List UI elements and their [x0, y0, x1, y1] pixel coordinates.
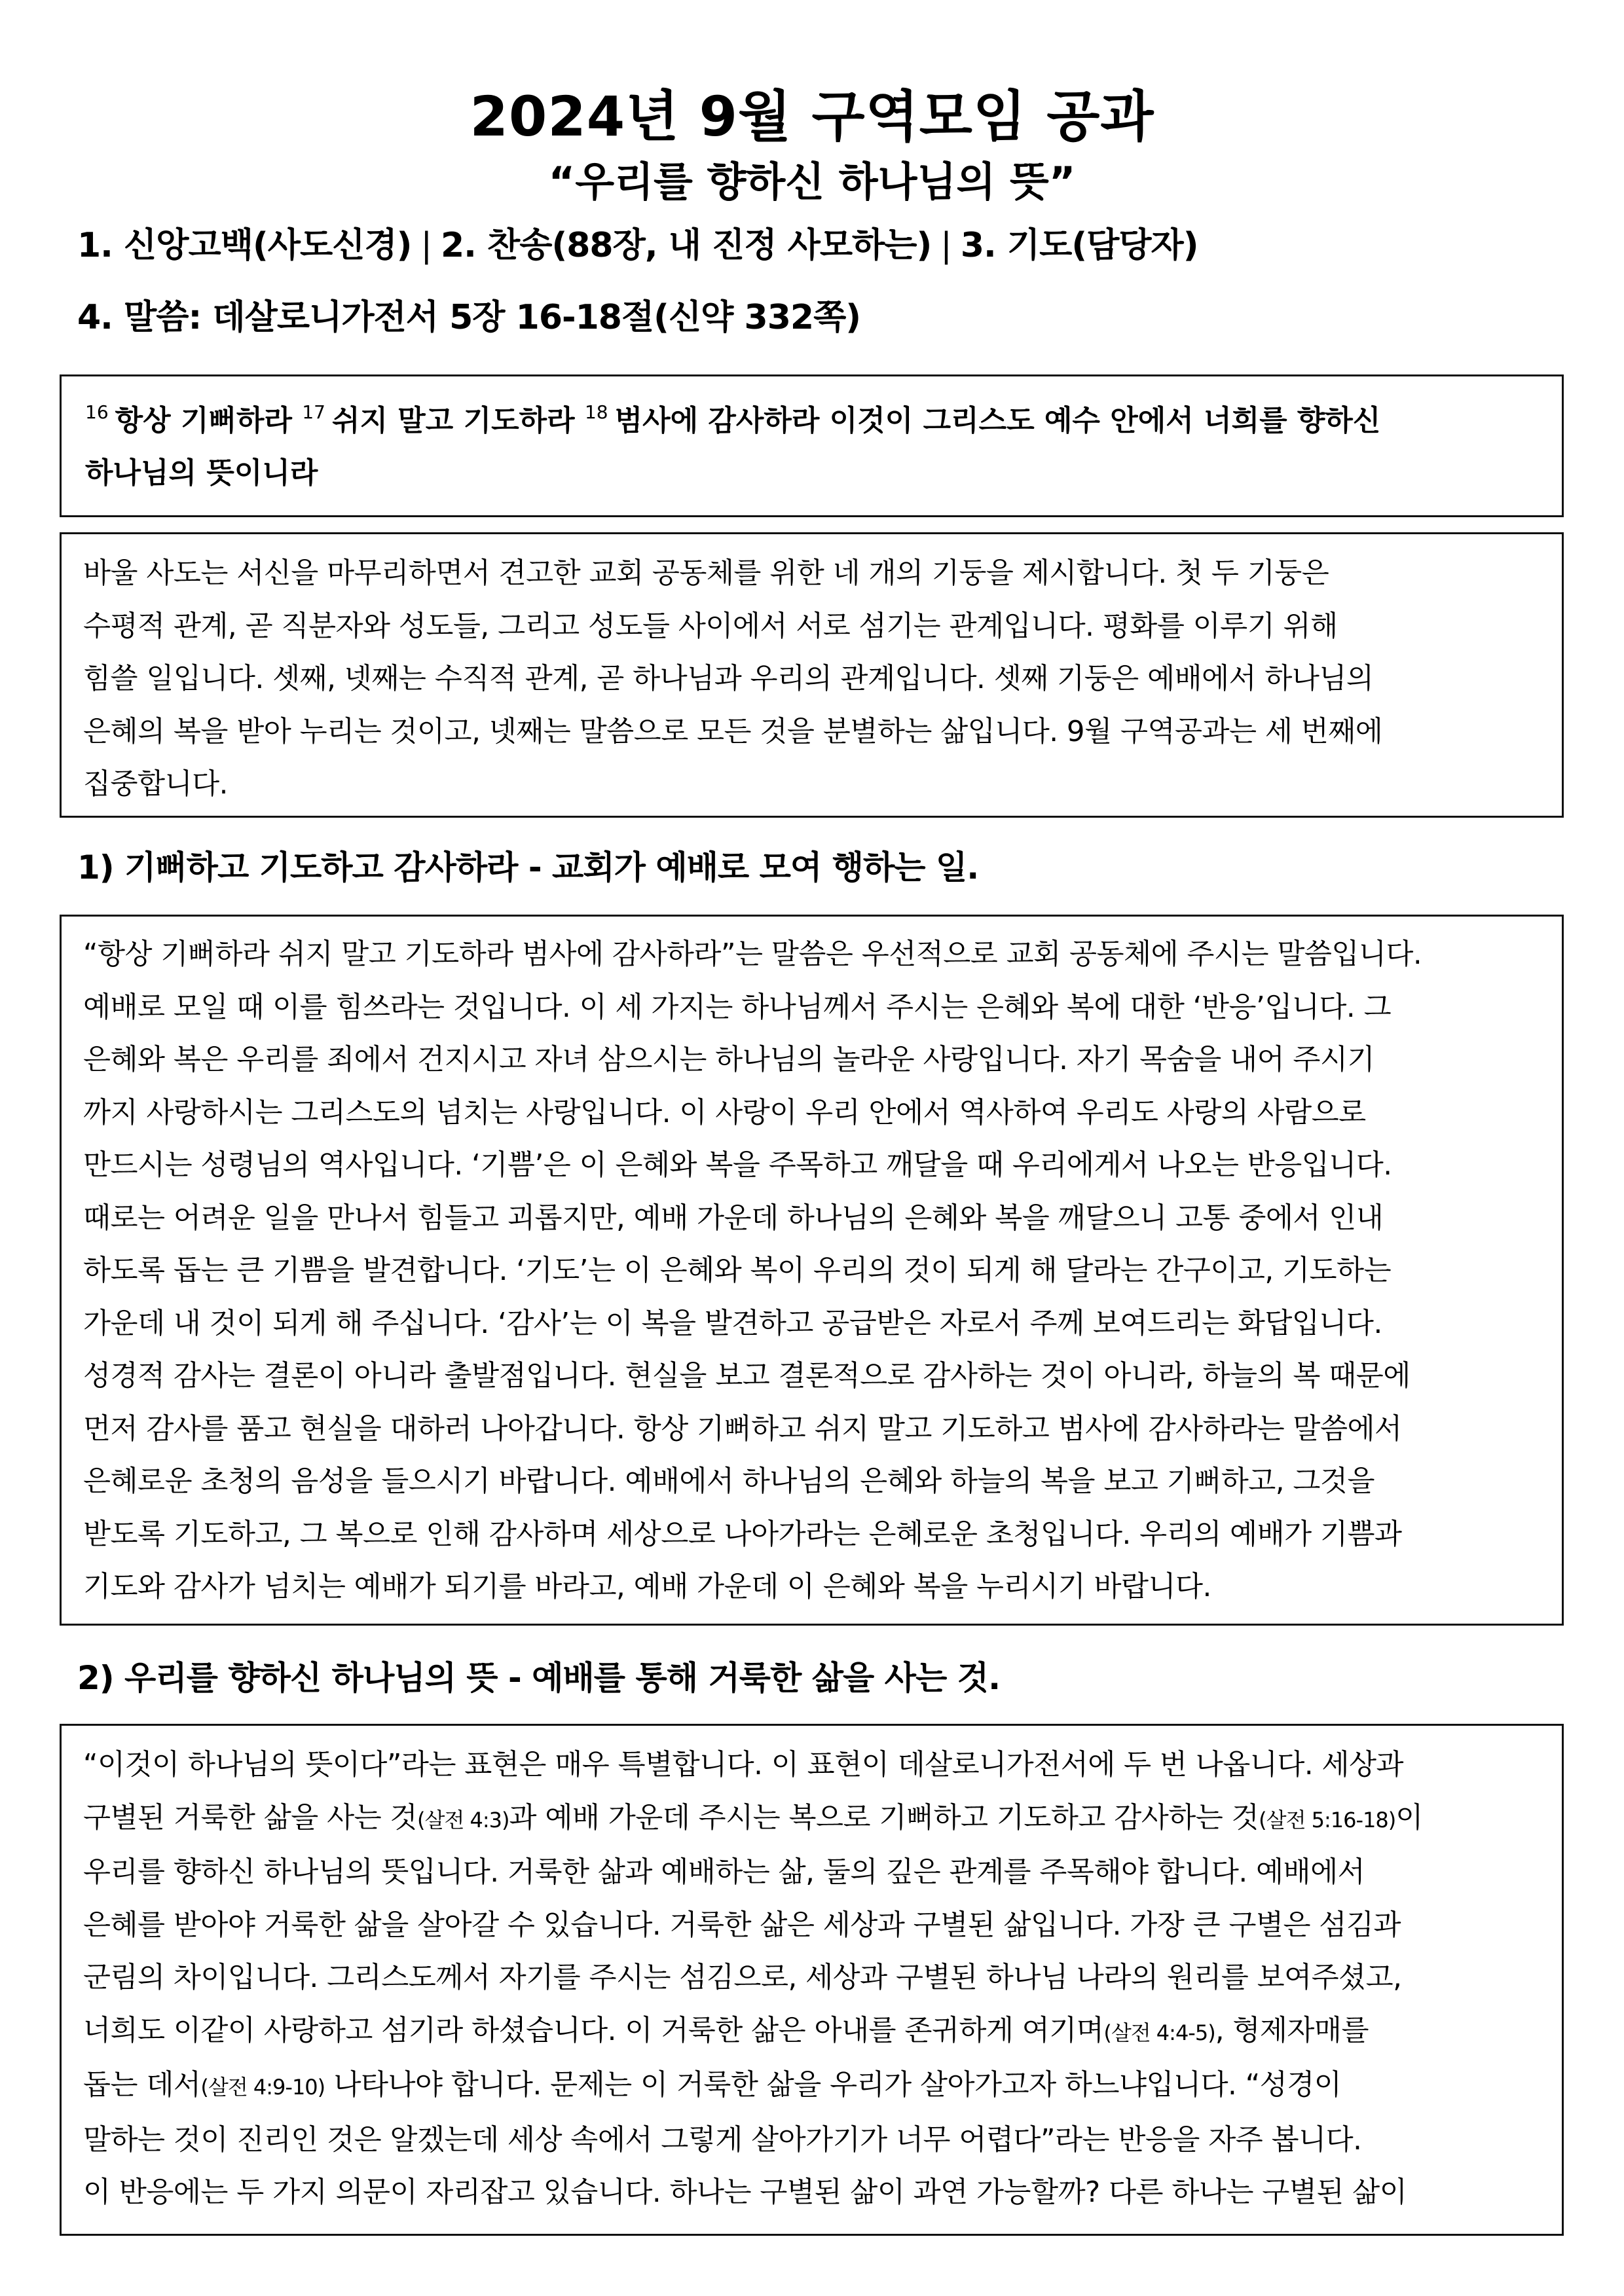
text-span: 돕는 데서: [83, 2069, 201, 2102]
order-separator: |: [420, 226, 432, 265]
intro-box: [60, 532, 1564, 818]
text-line: 은혜로운 초청의 음성을 들으시기 바랍니다. 예배에서 하나님의 은혜와 하늘의 복을 보고 기뻐하고, 그것을: [83, 1465, 1375, 1498]
order-item-creed: 1. 신앙고백(사도신경): [77, 226, 412, 265]
bible-reference: (살전 4:3): [417, 1807, 509, 1832]
verse-number: 17: [302, 401, 325, 423]
text-line: 이 반응에는 두 가지 의문이 자리잡고 있습니다. 하나는 구별된 삶이 과연 가능할까? 다른 하나는 구별된 삶이: [83, 2176, 1407, 2209]
verse-number: 16: [85, 401, 109, 423]
text-line: 예배로 모일 때 이를 힘쓰라는 것입니다. 이 세 가지는 하나님께서 주시는 은혜와 복에 대한 ‘반응’입니다. 그: [83, 991, 1392, 1024]
scripture-verse-text: [85, 395, 1538, 500]
text-line: “이것이 하나님의 뜻이다”라는 표현은 매우 특별합니다. 이 표현이 데살로니가전서에 두 번 나옵니다. 세상과: [83, 1749, 1404, 1781]
bible-reference: (살전 4:9-10): [200, 2075, 325, 2100]
verse-line: [85, 395, 1538, 447]
section-2-box: [60, 1724, 1564, 2236]
text-line: 은혜의 복을 받아 누리는 것이고, 넷째는 말씀으로 모든 것을 분별하는 삶입니다. 9월 구역공과는 세 번째에: [83, 715, 1383, 748]
text-line: 하도록 돕는 큰 기쁨을 발견합니다. ‘기도’는 이 은혜와 복이 우리의 것이 되게 해 달라는 간구이고, 기도하는: [83, 1254, 1392, 1287]
verse-16: 항상 기뻐하라: [115, 404, 292, 437]
text-line: 은혜와 복은 우리를 죄에서 건지시고 자녀 삼으시는 하나님의 놀라운 사랑입니다. 자기 목숨을 내어 주시기: [83, 1044, 1375, 1076]
text-line: “항상 기뻐하라 쉬지 말고 기도하라 범사에 감사하라”는 말씀은 우선적으로 교회 공동체에 주시는 말씀입니다.: [83, 938, 1422, 971]
text-line: 받도록 기도하고, 그 복으로 인해 감사하며 세상으로 나아가라는 은혜로운 초청입니다. 우리의 예배가 기쁨과: [83, 1518, 1402, 1551]
text-span: 과 예배 가운데 주시는 복으로 기뻐하고 기도하고 감사하는 것: [509, 1801, 1259, 1834]
verse-18: 범사에 감사하라 이것이 그리스도 예수 안에서 너희를 향하신: [614, 404, 1381, 437]
worship-order: [77, 219, 1198, 272]
text-line: 까지 사랑하시는 그리스도의 넘치는 사랑입니다. 이 사랑이 우리 안에서 역사하여 우리도 사랑의 사람으로: [83, 1096, 1366, 1129]
text-line: 때로는 어려운 일을 만나서 힘들고 괴롭지만, 예배 가운데 하나님의 은혜와 복을 깨달으니 고통 중에서 인내: [83, 1201, 1384, 1235]
section-1-box: [60, 915, 1564, 1626]
intro-text: [83, 547, 1540, 811]
section-1-heading: 1) 기뻐하고 기도하고 감사하라 - 교회가 예배로 모여 행하는 일.: [77, 848, 979, 886]
text-line: 만드시는 성령님의 역사입니다. ‘기쁨’은 이 은혜와 복을 주목하고 깨달을 때 우리에게서 나오는 반응입니다.: [83, 1149, 1392, 1182]
verse-number: 18: [584, 401, 608, 423]
text-line: 바울 사도는 서신을 마무리하면서 견고한 교회 공동체를 위한 네 개의 기둥을 제시합니다. 첫 두 기둥은: [83, 557, 1329, 590]
order-separator: |: [940, 226, 951, 265]
text-span: 이: [1395, 1801, 1423, 1834]
text-line: 수평적 관계, 곧 직분자와 성도들, 그리고 성도들 사이에서 서로 섬기는 관계입니다. 평화를 이루기 위해: [83, 610, 1338, 643]
scripture-verse-box: [60, 374, 1564, 517]
text-line: [83, 2005, 1540, 2060]
text-span: 너희도 이같이 사랑하고 섬기라 하셨습니다. 이 거룩한 삶은 아내를 존귀하게 여기며: [83, 2014, 1104, 2047]
bible-reference: (살전 5:16-18): [1259, 1807, 1396, 1832]
text-line: 기도와 감사가 넘치는 예배가 되기를 바라고, 예배 가운데 이 은혜와 복을 누리시기 바랍니다.: [83, 1571, 1211, 1603]
text-line: [83, 1792, 1540, 1847]
text-line: 성경적 감사는 결론이 아니라 출발점입니다. 현실을 보고 결론적으로 감사하는 것이 아니라, 하늘의 복 때문에: [83, 1360, 1411, 1393]
text-span: 나타나야 합니다. 문제는 이 거룩한 삶을 우리가 살아가고자 하느냐입니다. “성경이: [325, 2069, 1342, 2102]
section-2-text: [83, 1739, 1540, 2219]
text-line: 힘쓸 일입니다. 셋째, 넷째는 수직적 관계, 곧 하나님과 우리의 관계입니다. 셋째 기둥은 예배에서 하나님의: [83, 663, 1374, 695]
text-line: 가운데 내 것이 되게 해 주십니다. ‘감사’는 이 복을 발견하고 공급받은 자로서 주께 보여드리는 화답입니다.: [83, 1307, 1382, 1340]
text-line: 군림의 차이입니다. 그리스도께서 자기를 주시는 섬김으로, 세상과 구별된 하나님 나라의 원리를 보여주셨고,: [83, 1961, 1402, 1994]
text-line: 먼저 감사를 품고 현실을 대하러 나아갑니다. 항상 기뻐하고 쉬지 말고 기도하고 범사에 감사하라는 말씀에서: [83, 1412, 1402, 1446]
text-span: , 형제자매를: [1215, 2014, 1369, 2047]
order-item-prayer: 3. 기도(담당자): [960, 226, 1198, 265]
text-line: [83, 2059, 1540, 2114]
verse-line: 하나님의 뜻이니라: [85, 456, 318, 490]
order-item-hymn: 2. 찬송(88장, 내 진정 사모하는): [440, 226, 932, 265]
text-line: 집중합니다.: [83, 768, 228, 801]
text-line: 은혜를 받아야 거룩한 삶을 살아갈 수 있습니다. 거룩한 삶은 세상과 구별된 삶입니다. 가장 큰 구별은 섬김과: [83, 1908, 1401, 1942]
text-span: 구별된 거룩한 삶을 사는 것: [83, 1801, 418, 1834]
bible-reference: (살전 4:4-5): [1103, 2020, 1215, 2045]
text-line: 말하는 것이 진리인 것은 알겠는데 세상 속에서 그렇게 살아가기가 너무 어렵다”라는 반응을 자주 봅니다.: [83, 2123, 1362, 2157]
page-title: 2024년 9월 구역모임 공과: [470, 84, 1154, 149]
text-line: 우리를 향하신 하나님의 뜻입니다. 거룩한 삶과 예배하는 삶, 둘의 깊은 관계를 주목해야 합니다. 예배에서: [83, 1856, 1365, 1889]
verse-17: 쉬지 말고 기도하라: [331, 404, 575, 437]
section-2-heading: 2) 우리를 향하신 하나님의 뜻 - 예배를 통해 거룩한 삶을 사는 것.: [77, 1659, 1001, 1697]
section-1-text: [83, 928, 1540, 1614]
order-item-scripture: 4. 말씀: 데살로니가전서 5장 16-18절(신약 332쪽): [77, 298, 861, 337]
page-subtitle: “우리를 향하신 하나님의 뜻”: [548, 158, 1076, 206]
